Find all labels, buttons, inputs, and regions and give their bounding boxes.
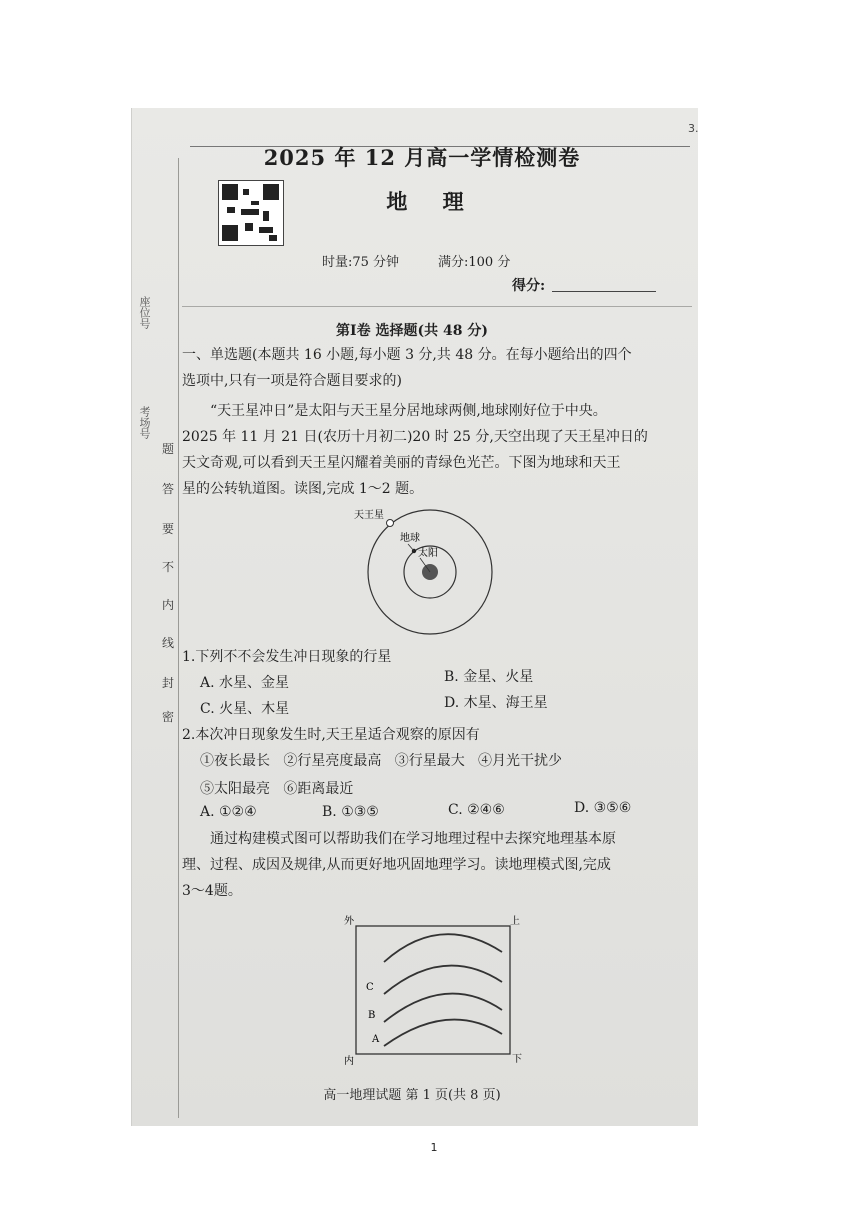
orbit-diagram: [348, 506, 518, 636]
inner-label: 内: [344, 1056, 354, 1067]
up-label: 上: [510, 916, 520, 927]
question-2-choices-line: ①夜长最长 ②行星亮度最高 ③行星最大 ④月光干扰少: [200, 753, 563, 769]
seal-char: 要: [161, 522, 174, 536]
instruction-line: 选项中,只有一项是符合题目要求的): [182, 373, 402, 389]
geography-model-diagram: [340, 912, 530, 1070]
model-curve: [384, 934, 502, 962]
binding-margin: [132, 108, 180, 1126]
score-blank[interactable]: [552, 291, 656, 292]
model-curve-a: [384, 1020, 502, 1046]
passage-line: 3～4题。: [182, 883, 242, 899]
question-2-choices-line: ⑤太阳最亮 ⑥距离最近: [200, 781, 354, 797]
question-2-option-a[interactable]: A. ①②④: [200, 804, 257, 820]
instruction-line: 一、单选题(本题共 16 小题,每小题 3 分,共 48 分。在每小题给出的四个: [182, 347, 632, 363]
uranus-icon: [387, 520, 394, 527]
question-1-stem: 1.下列不不会发生冲日现象的行星: [182, 649, 392, 665]
passage-line: “天王星冲日”是太阳与天王星分居地球两侧,地球刚好位于中央。: [210, 403, 607, 419]
section-divider: [182, 306, 692, 307]
question-1-option-b[interactable]: B. 金星、火星: [444, 669, 534, 685]
exam-duration: 时量:75 分钟: [322, 255, 400, 270]
question-2-option-b[interactable]: B. ①③⑤: [322, 804, 379, 820]
earth-label: 地球: [400, 533, 420, 544]
model-curve-b: [384, 994, 502, 1022]
seal-char: 线: [161, 636, 174, 650]
question-2-stem: 2.本次冲日现象发生时,天王星适合观察的原因有: [182, 727, 480, 743]
qr-code-icon: [218, 180, 284, 246]
passage-line: 2025 年 11 月 21 日(农历十月初二)20 时 25 分,天空出现了天王星冲日的: [182, 429, 648, 445]
corner-mark: 3.: [688, 122, 699, 135]
question-2-option-c[interactable]: C. ②④⑥: [448, 802, 505, 818]
model-curve-c: [384, 966, 502, 994]
seal-char: 密: [161, 710, 174, 724]
seal-char: 不: [161, 560, 174, 574]
question-2-option-d[interactable]: D. ③⑤⑥: [574, 800, 632, 816]
layer-b-label: B: [368, 1010, 376, 1021]
outer-label: 外: [344, 916, 354, 927]
page-footer: 高一地理试题 第 1 页(共 8 页): [323, 1088, 501, 1103]
seal-char: 内: [161, 598, 174, 612]
question-1-option-a[interactable]: A. 水星、金星: [200, 675, 290, 691]
binding-line: [178, 158, 179, 1118]
exam-title: 2025 年 12 月高一学情检测卷: [263, 145, 581, 170]
sun-label: 太阳: [418, 548, 438, 559]
exam-room-label: 考场号: [138, 406, 151, 439]
seat-number-label: 座位号: [138, 296, 151, 329]
passage-line: 天文奇观,可以看到天王星闪耀着美丽的青绿色光芒。下图为地球和天王: [182, 455, 621, 471]
section-title: 第Ⅰ卷 选择题(共 48 分): [336, 323, 488, 339]
exam-full-score: 满分:100 分: [438, 255, 511, 270]
earth-pointer: [408, 544, 414, 551]
passage-line: 星的公转轨道图。读图,完成 1～2 题。: [182, 481, 424, 497]
passage-line: 理、过程、成因及规律,从而更好地巩固地理学习。读地理模式图,完成: [182, 857, 611, 873]
layer-a-label: A: [372, 1034, 380, 1045]
section-instruction: [182, 342, 692, 394]
passage-line: 通过构建模式图可以帮助我们在学习地理过程中去探究地理基本原: [210, 831, 616, 847]
score-label: 得分:: [512, 278, 546, 294]
down-label: 下: [512, 1054, 522, 1065]
page-number: 1: [430, 1141, 438, 1154]
uranus-label: 天王星: [354, 510, 384, 521]
seal-char: 封: [161, 676, 174, 690]
question-1-option-d[interactable]: D. 木星、海王星: [444, 695, 548, 711]
passage-uranus: [182, 398, 692, 502]
layer-c-label: C: [366, 982, 374, 993]
seal-char: 题: [161, 442, 174, 456]
passage-model-diagram: [182, 826, 692, 904]
question-1-option-c[interactable]: C. 火星、木星: [200, 701, 290, 717]
seal-char: 答: [161, 482, 174, 496]
subject-title: 地 理: [386, 189, 478, 214]
exam-page-photo: [131, 108, 698, 1126]
